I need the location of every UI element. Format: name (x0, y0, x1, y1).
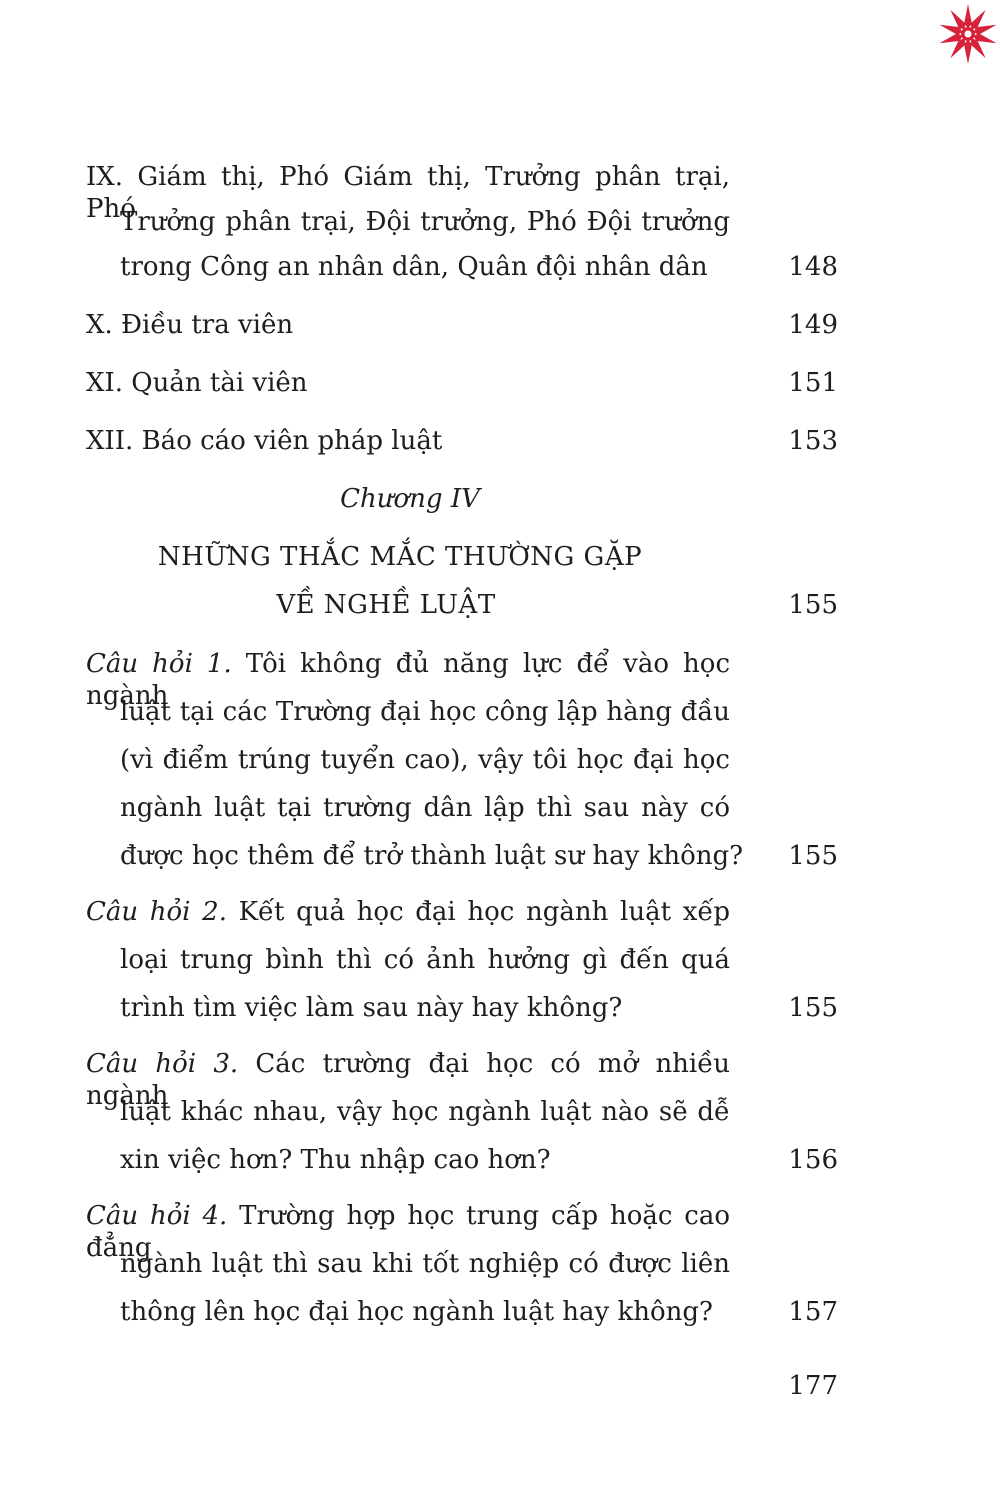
chapter-label: Chương IV (340, 484, 480, 514)
question-1-line-4: ngành luật tại trường dân lập thì sau này có (120, 793, 730, 823)
question-4-text-1: Trường hợp học trung cấp hoặc cao đẳng (86, 1201, 730, 1263)
page-number: 177 (788, 1371, 838, 1401)
toc-entry-ix-page: 148 (788, 252, 838, 282)
toc-entry-x-page: 149 (788, 310, 838, 340)
question-3-text-1: Các trường đại học có mở nhiều ngành (86, 1049, 730, 1111)
question-3-line-3: xin việc hơn? Thu nhập cao hơn? (120, 1145, 551, 1175)
chapter-title-line-2: VỀ NGHỀ LUẬT (276, 590, 496, 620)
question-1-text-1: Tôi không đủ năng lực để vào học ngành (86, 649, 731, 711)
question-1-line-2: luật tại các Trường đại học công lập hàng đầu (120, 697, 730, 727)
question-2-line-2: loại trung bình thì có ảnh hưởng gì đến quá (120, 945, 730, 975)
question-2-text-1: Kết quả học đại học ngành luật xếp (238, 897, 730, 927)
question-2-page: 155 (788, 993, 838, 1023)
toc-entry-xi-page: 151 (788, 368, 838, 398)
question-2-label: Câu hỏi 2. (86, 897, 227, 927)
question-3-label: Câu hỏi 3. (86, 1049, 239, 1079)
question-3-page: 156 (788, 1145, 838, 1175)
toc-entry-ix-line-1: IX. Giám thị, Phó Giám thị, Trưởng phân trại, Phó (86, 162, 730, 224)
question-4-line-3: thông lên học đại học ngành luật hay không? (120, 1297, 713, 1327)
question-4-page: 157 (788, 1297, 838, 1327)
toc-entry-xii-page: 153 (788, 426, 838, 456)
question-1-label: Câu hỏi 1. (86, 649, 232, 679)
question-4-label: Câu hỏi 4. (86, 1201, 228, 1231)
question-2-line-1 (86, 896, 730, 928)
question-1-page: 155 (788, 841, 838, 871)
question-1-line-5: được học thêm để trở thành luật sư hay không? (120, 841, 744, 871)
question-3-line-2: luật khác nhau, vậy học ngành luật nào sẽ dễ (120, 1097, 730, 1127)
toc-entry-ix-line-2: Trưởng phân trại, Đội trưởng, Phó Đội trưởng (120, 207, 730, 237)
question-2-line-3: trình tìm việc làm sau này hay không? (120, 993, 623, 1023)
question-1-line-3: (vì điểm trúng tuyển cao), vậy tôi học đại học (120, 745, 730, 775)
toc-entry-ix-line-3: trong Công an nhân dân, Quân đội nhân dân (120, 252, 708, 282)
toc-entry-x: X. Điều tra viên (86, 310, 294, 340)
toc-entry-xi: XI. Quản tài viên (86, 368, 308, 398)
toc-entry-xii: XII. Báo cáo viên pháp luật (86, 426, 443, 456)
question-4-line-2: ngành luật thì sau khi tốt nghiệp có được liên (120, 1249, 730, 1279)
chapter-title-line-1: NHỮNG THẮC MẮC THƯỜNG GẶP (157, 542, 643, 572)
publisher-star-icon (936, 2, 1000, 66)
chapter-page: 155 (788, 590, 838, 620)
